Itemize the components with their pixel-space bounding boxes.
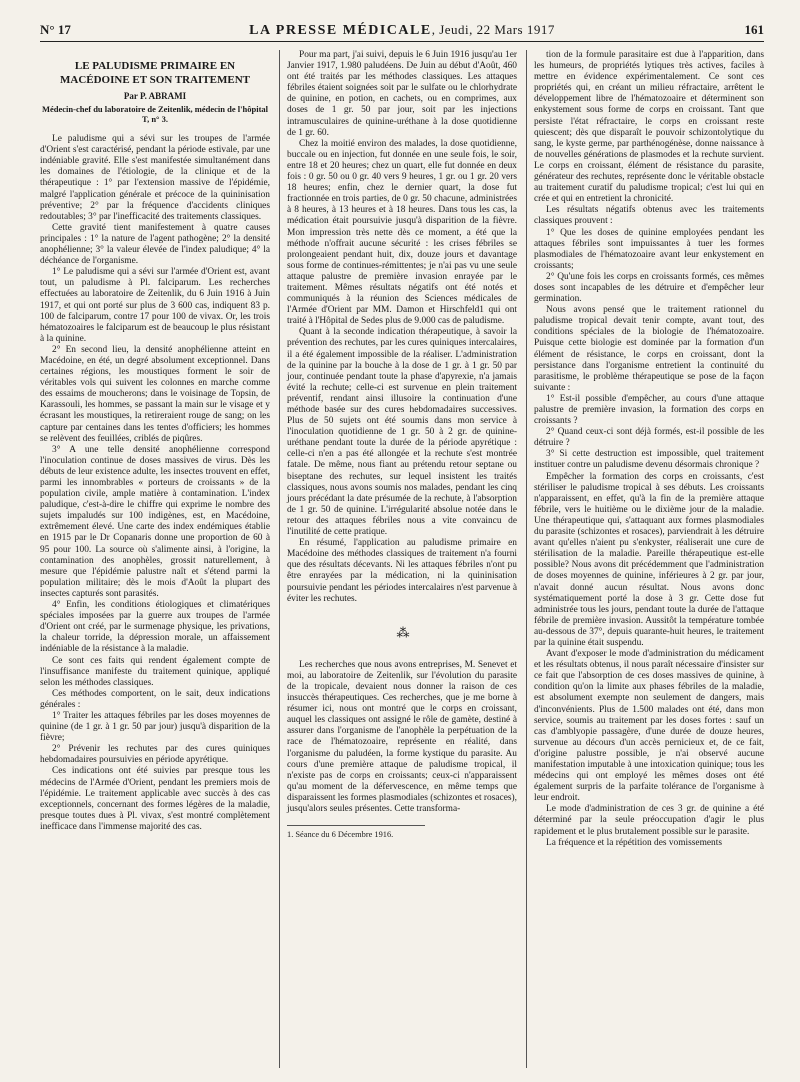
paragraph: 2° Quand ceux-ci sont déjà formés, est-il possible de les détruire ? [534, 427, 764, 449]
paragraph: 4° Enfin, les conditions étiologiques et climatériques spéciales imposées par la guerre aux troupes de l'armée d'Orient ont créé, par le surmenage physique, les privations, la chaleur torride, la dépression morale, un affaissement indéniable de la résistance à la maladie. [40, 600, 270, 655]
paragraph: Empêcher la formation des corps en croissants, c'est stériliser le paludisme tropical à ses débuts. Les croissants n'apparaissent, en effet, qu'à la fin de la première attaque fébrile, vers le huitième ou le dixième jour de la maladie. Une thérapeutique qui, s'attaquant aux formes plasmodiales du parasite (schizontes et rosaces), parviendrait à les détruire avant qu'elles n'aient pu s'enkyster, réaliserait une cure de stérilisation de la maladie. Pareille thérapeutique est-elle possible? Nous avons dit précédemment que l'administration de doses moyennes de quinine, inférieures à 2 gr. par jour, n'avait donné aucun résultat. Nous avons donc systématiquement porté la dose à 3 gr. Cette dose fut administrée tous les jours, pendant toute la durée de l'attaque fébrile de première invasion. Aussitôt la température tombée au-dessous de 37°, depuis quarante-huit heures, le traitement par la quinine était suspendu. [534, 471, 764, 648]
paragraph: 3° A une telle densité anophélienne correspond l'inoculation continue de doses massives de virus. Dès les débuts de leur existence adulte, les insectes trouvent en effet, parmi les innombrables « porteurs de croissants » de la population civile, ample matière à contamination. L'index paludique, c'est-à-dire le chiffre qui exprime le nombre des sujets impaludés sur 100 indigènes, est, en Macédoine, extrêmement élevé. Une carte des index endémiques établie en 1915 par le Dr Copanaris donne une proportion de 60 à 95 pour 100. La source où s'alimente ainsi, à l'origine, la contamination des anophèles, grossit naturellement, à mesure que l'épidémie palustre naît et s'étend parmi la population militaire; dès le mois d'Août la plupart des insectes capturés sont parasités. [40, 444, 270, 599]
paragraph: 1° Le paludisme qui a sévi sur l'armée d'Orient est, avant tout, un paludisme à Pl. falciparum. Les recherches effectuées au laboratoire de Zeitenlik, du 6 Juin 1916 à Juin 1917, et qui ont porté sur plus de 3 600 cas, indiquent 83 p. 100 de falciparum, contre 17 pour 100 de vivax. Or, les trois hématozoaires le falciparum est de beaucoup le plus résistant à la quinine. [40, 267, 270, 344]
paragraph: 1° Que les doses de quinine employées pendant les attaques fébriles sont impuissantes à tuer les formes plasmodiales de l'hématozoaire avant leur enkystement en croissants; [534, 227, 764, 271]
columns [40, 50, 764, 1068]
column-3 [526, 50, 764, 1068]
author-affiliation: Médecin-chef du laboratoire de Zeitenlik, médecin de l'hôpital T, n° 3. [41, 104, 269, 125]
paragraph: 3° Si cette destruction est impossible, quel traitement instituer contre un paludisme devenu désormais chronique ? [534, 449, 764, 471]
paragraph: Ce sont ces faits qui rendent également compte de l'insuffisance manifeste du traitement quinique, appliqué selon les méthodes classiques. [40, 655, 270, 688]
paragraph: 2° Prévenir les rechutes par des cures quiniques hebdomadaires poursuivies en période apyrétique. [40, 744, 270, 766]
paragraph: Le mode d'administration de ces 3 gr. de quinine a été déterminé par la seule préoccupation d'agir le plus rapidement et le plus brutalement possible sur le parasite. [534, 804, 764, 837]
column-1 [40, 50, 270, 1068]
paragraph: Quant à la seconde indication thérapeutique, à savoir la prévention des rechutes, par les cures quiniques intercalaires, il a été également impossible de la réaliser. L'administration de la quinine par la bouche à la dose de 1 gr. à 1 gr. 50 par jour, continuée pendant toute la phase d'apyrexie, n'a jamais évité la rechute; celle-ci est survenue en plein traitement préventif, rendant ainsi illusoire la continuation d'une méthode basée sur des cures hebdomadaires successives. Plus de 50 sujets ont été soumis dans mon service à l'inoculation quotidienne de 1 gr. 50 à 2 gr. de quinine-uréthane pendant toute la durée de la période apyrétique : celle-ci n'en a pas été allongée et la rechute s'est montrée fatale. De même, nous fiant au prétendu retour septane ou biseptane des rechutes, sur lequel insistent les traités classiques, nous avons soumis nos malades, pendant les cinq jours précédant la date présumée de la rechute, à l'absorption de 1 gr. 50 de quinine. L'irrégularité absolue notée dans le retour des attaques fébriles nous a vite convaincu de l'inutilité de cette pratique. [287, 327, 517, 538]
paragraph: Nous avons pensé que le traitement rationnel du paludisme tropical devait tenir compte, avant tout, des conditions spéciales de la biologie de l'hématozoaire. Puisque cette biologie est dominée par la formation d'un élément de résistance, le corps en croissant, dont la persistance dans l'organisme entretient la continuité du parasitisme, le problème thérapeutique se pose de la façon suivante : [534, 305, 764, 393]
paragraph: Cette gravité tient manifestement à quatre causes principales : 1° la nature de l'agent pathogène; 2° la densité anophélienne; 3° la valeur élevée de l'index paludique; 4° la déchéance de l'organisme. [40, 222, 270, 267]
header-rule [40, 41, 764, 42]
paragraph: 1° Est-il possible d'empêcher, au cours d'une attaque palustre de première invasion, la formation des corps en croissants ? [534, 393, 764, 427]
paragraph: En résumé, l'application au paludisme primaire en Macédoine des méthodes classiques de traitement n'a fourni que des résultats décevants. Ni les attaques fébriles n'ont pu être enrayées par la médication, ni la quininisation poursuivie pendant les périodes intercalaires n'est parvenue à éviter les rechutes. [287, 538, 517, 604]
article-author: Par P. ABRAMI [123, 91, 187, 101]
journal-name: LA PRESSE MÉDICALE [249, 23, 432, 38]
paragraph: Pour ma part, j'ai suivi, depuis le 6 Juin 1916 jusqu'au 1er Janvier 1917, 1.980 paludéens. De Juin au début d'Août, 460 ont été traités par les méthodes classiques. Les attaques fébriles étaient soignées soit par le sulfate ou le chlorhydrate de quinine, en potion, en cachets, ou en comprimes, aux doses de 1 gr. 50 par jour, soit par les injections intramusculaires de quinine-uréthane à la dose quotidienne de 1 gr. 60. [287, 50, 517, 138]
paragraph: Les recherches que nous avons entreprises, M. Senevet et moi, au laboratoire de Zeitenlik, sur l'évolution du parasite de la tropicale, devaient nous donner la raison de ces insuccès thérapeutiques. Ces recherches, que je me borne à résumer ici, nous ont montré que le corps en croissant, auquel les classiques ont assigné le rôle de gamète, destiné à assurer dans l'organisme de l'anophèle la perpétuation de la race de l'hématozoaire, représente en réalité, dans l'organisme du paludéen, la forme kystique du parasite. Au cours d'une première attaque de paludisme tropical, il n'existe pas de corps en croissants; ceux-ci n'apparaissent qu'au moment de la défervescence, en même temps que disparaissent les formes plasmodiales (schizontes et rosaces), jusqu'alors seules présentes. Cette transforma- [287, 659, 517, 814]
column-2 [279, 50, 517, 1068]
paragraph: Ces indications ont été suivies par presque tous les médecins de l'Armée d'Orient, pendant les premiers mois de l'épidémie. Le traitement applicable avec succès à des cas exceptionnels, concernant des formes légères de la maladie, presque toutes dues à Pl. vivax, s'est montré complètement inefficace dans l'immense majorité des cas. [40, 766, 270, 832]
paragraph: Ces méthodes comportent, on le sait, deux indications générales : [40, 688, 270, 710]
paragraph: Les résultats négatifs obtenus avec les traitements classiques prouvent : [534, 205, 764, 227]
footnote: 1. Séance du 6 Décembre 1916. [287, 825, 425, 840]
paragraph: Avant d'exposer le mode d'administration du médicament et les résultats obtenus, il nous paraît nécessaire d'insister sur ce fait que l'absorption de ces doses massives de quinine, à condition qu'on la limite aux phases fébriles de la maladie, est absolument exempte non seulement de dangers, mais d'inconvénients. Plus de 1.500 malades ont été, dans mon service, soumis au traitement par les doses fortes : sauf un cas d'amblyopie passagère, d'une durée de douze heures, survenue au décours d'un accès pernicieux et, de ce fait, d'origine palustre possible, je n'ai observé aucune manifestation imputable à une intoxication quinique; tous les médecins qui ont employé les mêmes doses ont été également surpris de la parfaite tolérance de l'organisme à leur endroit. [534, 649, 764, 804]
section-separator: ⁂ [396, 624, 408, 640]
paragraph: 2° Qu'une fois les corps en croissants formés, ces mêmes doses sont incapables de les détruire et d'empêcher leur germination. [534, 271, 764, 305]
issue-number: N° 17 [40, 22, 71, 37]
journal-masthead [120, 22, 684, 39]
issue-date: , Jeudi, 22 Mars 1917 [431, 22, 555, 37]
article-title: LE PALUDISME PRIMAIRE EN MACÉDOINE ET SON TRAITEMENT [60, 60, 250, 86]
paragraph: 2° En second lieu, la densité anophélienne atteint en Macédoine, en été, un degré absolument exceptionnel. Dans certaines régions, les moustiques forment le soir de véritables vols qui suivent les colonnes en marche comme des essaims de moucherons; dans le voisinage de Topsin, de Karassouli, les hommes, se passant la main sur le visage et y écrasant les moustiques, la retireraient rouge de sang; on les capture par centaines dans les tentes d'officiers; les hommes se relèvent des feuillées, criblés de piqûres. [40, 344, 270, 444]
paragraph: 1° Traiter les attaques fébriles par les doses moyennes de quinine (de 1 gr. à 1 gr. 50 par jour) jusqu'à disparition de la fièvre; [40, 710, 270, 744]
paragraph: tion de la formule parasitaire est due à l'apparition, dans les humeurs, de propriétés lytiques très actives, faciles à mettre en évidence expérimentalement. Ce sont ces propriétés qui, en créant un milieu réfractaire, arrêtent le développement libre de l'hématozoaire et déterminent son enkystement sous forme de corps en croissant. Tant que persiste l'état réfractaire, le corps en croissant reste quiescent; dès que disparaît le pouvoir schizontolytique du sang, le kyste germe, par parthénogénèse, donne naissance à de nouvelles générations de plasmodes et la rechute survient. Le corps en croissant, élément de résistance du parasite, générateur des rechutes, représente donc le véritable obstacle au traitement curatif du paludisme tropical; c'est lui qui en crée et qui en entretient la chronicité. [534, 50, 764, 205]
paragraph: La fréquence et la répétition des vomissements [546, 837, 722, 848]
paragraph: Le paludisme qui a sévi sur les troupes de l'armée d'Orient s'est caractérisé, pendant la période estivale, par une indéniable gravité. Elle s'est manifestée simultanément dans les domaines de l'étiologie, de la clinique et de la thérapeutique : 1° par l'extension massive de l'épidémie, malgré l'application générale et précoce de la quininisation préventive; 2° par la fréquence d'accidents cliniques redoutables; 3° par l'inefficacité des traitements classiques. [40, 134, 270, 222]
page-number: 161 [744, 22, 764, 37]
page-header [40, 22, 764, 38]
paragraph: Chez la moitié environ des malades, la dose quotidienne, buccale ou en injection, fut donnée en une seule fois, le soir, entre 18 et 20 heures; chez un quart, elle fut donnée en deux fois : 0 gr. 50 ou 0 gr. 40 vers 9 heures, 1 gr. ou 1 gr. 20 vers 18 heures; enfin, chez le dernier quart, la dose fut fractionnée en trois parties, de 0 gr. 50 chacune, administrées à 8 heures, à 13 heures et à 18 heures. Dans tous les cas, la médication était poursuivie jusqu'à disparition de la fièvre. Mon impression très nette dès ce moment, a été que la méthode n'offrait aucune sécurité : les crises fébriles se prolongeaient pendant huit, dix, douze jours et davantage sous forme de continues-rémittentes; je n'ai pas vu une seule attaque palustre de première invasion enrayée par le traitement. Mêmes résultats négatifs ont été notés et communiqués à la réunion des Sciences médicales de l'Armée d'Orient par MM. Damon et Hirschfeld1 qui ont traité à l'Hôpital de Sedes plus de 9.000 cas de paludisme. [287, 138, 517, 327]
